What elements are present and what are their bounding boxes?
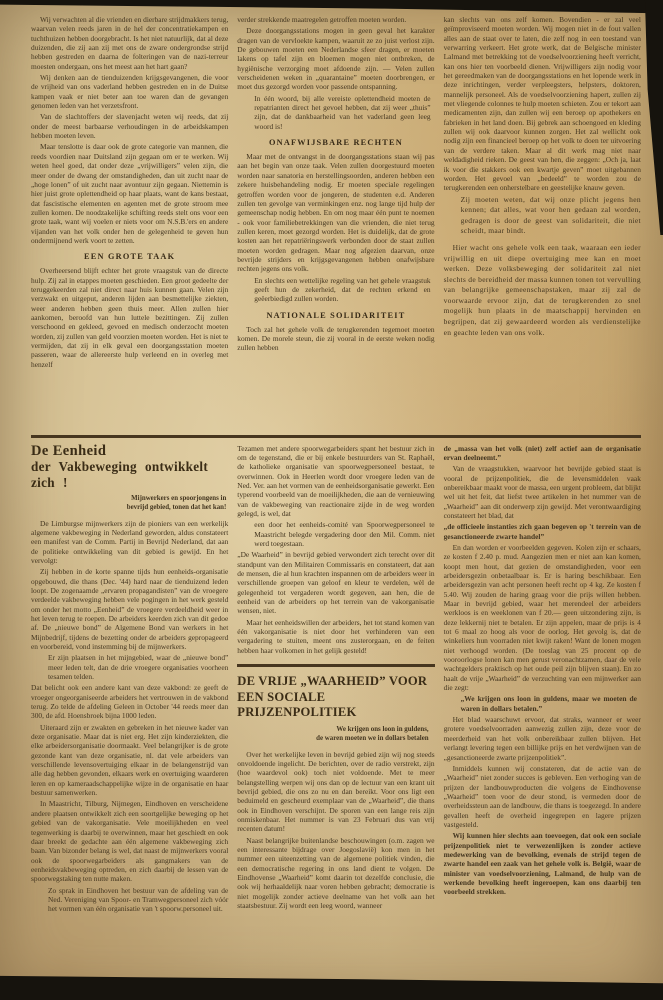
article3-divider	[237, 664, 434, 667]
article3-subtitle-line2: de waren moeten we in dollars betalen	[316, 734, 429, 742]
paragraph: Maar met de ontvangst in de doorgangsstations staan wij pas aan het begin van onze taak. Velen zullen doorgestuurd moeten worden naar sanatoria en herstellingsoorden, anderen hebben een zekere huisbehandeling nodig. Er moeten speciale regelingen getroffen worden voor de jongeren, de studenten e.d. Anderen zullen ten gevolge van verminkingen enz. nog lange tijd hulp der gemeenschap nodig hebben. En om nog maar één punt te noemen - ook voor familiebetrekkingen van die vrienden, die niet terug zullen keren, moet gezorgd worden. Het is duidelijk, dat de grote kosten aan het repatriëringswerk verbonden door de staat zullen moeten worden gedragen. Maar nog afgezien daarvan, onze bevrijde strijders en krijgsgevangenen hebben onafwijsbare rechten jegens ons volk.	[237, 152, 435, 274]
bold-quote: „We krijgen ons loon in guldens, maar we moeten de waren in dollars betalen.”	[460, 694, 637, 713]
bottom-articles	[31, 444, 641, 990]
article3-column-3	[444, 444, 641, 990]
paragraph: „De Waarheid” in bevrijd gebied verwondert zich terecht over dit standpunt van den Militairen Commissaris en constateert, dat aan de mensen, die al hun krachten inspannen om de arbeiders weer in verschillende groepen van geloof en kleur te verdelen, wèl de gelegenheid tot vergaderen wordt gegeven, aan hen, die de eenheid van de arbeiders op het terrein van de vakorganisatie wensen, niet.	[237, 550, 435, 616]
emphasized-paragraph: Er zijn plaatsen in het mijngebied, waar de „nieuwe bond” meer leden telt, dan de drie vroegere organisaties voorheen tesamen telden.	[48, 653, 229, 681]
paragraph: In Maastricht, Tilburg, Nijmegen, Eindhoven en verscheidene andere plaatsen ontwikkelt zich een soortgelijke beweging op het gebied van de vakorganisatie. Vele moeilijkheden en veel tegenwerking is daarbij te overwinnen, maar het geschiedt en ook daar breekt de gedachte aan één algemene vakbeweging zich baan. Van bizonder belang is wel, dat naast de mijnwerkers vooral ook de spoorwegarbeiders als gangmakers van de eenheidsvakbeweging optreden, en zich daarbij de lessen van de spoorwegstaking ten nutte maken.	[31, 799, 229, 884]
emphasized-paragraph: Zo sprak in Eindhoven het bestuur van de afdeling van de Ned. Vereniging van Spoor- en Tramwegpersoneel zich vóór het vormen van één organisatie van 't spoorw.personeel uit.	[48, 885, 229, 914]
page-content	[31, 15, 641, 990]
emphasized-paragraph: een door het eenheids-comité van Spoorwegpersoneel te Maastricht belegde vergadering door den Mil. Comm. niet werd toegestaan.	[254, 520, 435, 548]
paragraph: verder strekkende maatregelen getroffen moeten worden.	[237, 15, 407, 24]
emphasized-paragraph: Hier wacht ons gehele volk een taak, waaraan een ieder vrijwillig en uit diepe overtuiging mee kan en moet werken. Deze volksbeweging der solidariteit zal niet slechts de bereidheid der massa kunnen tonen tot vervulling van belangrijke gemeenschapstaken, maar zij zal de voorwaarde ervoor zijn, dat de terugkerenden zo snel mogelijk hun plaats in de maatschappij hervinden en begrijpen, dat zij gewaardeerd worden als verdienstelijke en geachte leden van ons volk.	[443, 242, 641, 337]
paragraph: Deze doorgangsstations mogen in geen geval het karakter dragen van de vervloekte kampen, waaruit ze zo juist verlost zijn. De gebouwen moeten een Nederlandse sfeer dragen, er moeten lakens op tafel zijn en bloemen mogen niet ontbreken, de hygiënische verzorging moet afdoende zijn. — Velen zullen verscheidenen weken in „quarantaine” moeten doorbrengen, er moet dus gezorgd worden voor passende ontspanning.	[237, 26, 435, 92]
emphasized-paragraph: In één woord, bij alle vereiste oplettendheid moeten de repatrianten direct het gevoel hebben, dat zij weer „thuis” zijn, dat de dankbaarheid van het vaderland geen leeg woord is!	[254, 93, 431, 131]
article3-subtitle	[237, 725, 428, 743]
bold-paragraph: Wij kunnen hier slechts aan toevoegen, dat ook een sociale prijzenpolitiek niet te verwezenlijken is zonder actieve medewerking van de bevolking, evenals de strijd tegen de zwarte handel een zaak van het gehele volk is. België, waar de minister van voedselvoorziening, Lalmand, de hulp van de werkende bevolking heeft ingeroepen, kan ons daarbij ten voorbeeld strekken.	[443, 831, 641, 897]
paragraph: Dat belicht ook een andere kant van deze vakbond: ze geeft de vroeger ongeorganiseerde arbeiders het vertrouwen in de vakbond terug. Zo telde de afdeling Geleen in October '44 reeds meer dan 300, de afd. Hoensbroek bijna 1000 leden.	[31, 683, 229, 721]
paragraph: Het blad waarschuwt ervoor, dat straks, wanneer er weer grotere voedselvoorraden aanwezig zullen zijn, deze voor de meerderheid van het volk onbereikbaar zullen blijven. Het verlangt levering tegen een billijke prijs en het verdwijnen van de „gesanctioneerde zwarte prijzenpolitiek”.	[443, 715, 641, 762]
section-heading-nationale-solidariteit: NATIONALE SOLIDARITEIT	[266, 310, 406, 320]
section-heading-onafwijsbare-rechten: ONAFWIJSBARE RECHTEN	[268, 138, 403, 148]
emphasized-paragraph: En slechts een wettelijke regeling van het gehele vraagstuk geeft hun de zekerheid, dat de rechten erkend en geëerbiedigd zullen worden.	[254, 275, 431, 304]
article2-title-line2: der Vakbeweging ontwikkelt zich !	[31, 458, 209, 490]
paragraph: En dan worden er voorbeelden gegeven. Kolen zijn er schaars, ze kosten f 2.40 p. mud. Aangezien men er niet aan kan komen, koopt men hout, dat gezien de omstandigheden, voor een arbeidersgezin onbetaalbaar is. Er is haring beschikbaar. Een arbeidersgezin van acht personen heeft recht op 4 kg. Ze kosten f 5.40. Wij zouden de haring graag voor die prijs willen hebben. Maar in bevrijd gebied, waar het merendeel der arbeiders werkloos is en weeklonen van f 20.— geen uitzondering zijn, is deze lekkernij niet te betalen. Er zijn appelen, maar de prijs is 4 tot 6 maal zo hoog als voor de oorlog. Het gevolg is, dat de winkeliers hun voorraden niet kwijt raken! Want de lonen mogen niet verhoogd worden. (De toeslag van 25 procent op de vooroorlogse lonen kan men gerust veronachtzamen, daar de vele wachtgelders praktisch op het oude peil zijn blijven staan). En zo haalt de vrije „Waarheid” de verzuchting van een mijnwerker aan die zegt:	[443, 542, 641, 693]
article-repatriation	[31, 15, 641, 429]
emphasized-paragraph: Zij moeten weten, dat wij onze plicht jegens hen kennen; dat alles, wat voor hen gedaan zal worden, gedragen is door de geest van solidariteit, die niet scheidt, maar bindt.	[460, 194, 641, 236]
article1-column-1	[31, 15, 228, 429]
paragraph: Van de slachtoffers der slavenjacht weten wij reeds, dat zij onder de meest barbaarse verhoudingen in de arbeidskampen hebben moeten leven.	[31, 112, 229, 141]
bold-quote: de „massa van het volk (niet) zelf actief aan de organisatie ervan deelneemt.”	[443, 443, 641, 462]
paragraph: Maar tenslotte is daar ook de grote categorie van mannen, die reeds voordien naar Duitsland zijn gegaan om er te werken. Wij weten heel goed, dat onder deze „vrijwilligers” velen zijn, die meer onder de dwang der omstandigheden, dan uit zucht naar de „hoge lonen” of uit zucht naar avontuur zijn gegaan. Niettemin is hier juist grote oplettendheid op haar plaats, want de kans bestaat, dat fascistische elementen en agenten met de grote stroom mee zullen komen. De noodzakelijke schifting reeds stelt ons voor een grote taak, want wij voelen er niets voor om N.S.B.'ers en andere vijanden van het volk onder hen de gelegenheid te geven hun ondermijnend werk voort te zetten.	[31, 142, 229, 245]
bold-quote: „de officieele instanties zich gaan begeven op 't terrein van de gesanctioneerde zwarte handel”	[443, 522, 641, 541]
article3-subtitle-line1: We krijgen ons loon in guldens,	[336, 725, 429, 733]
paragraph: Over het werkelijke leven in bevrijd gebied zijn wij nog steeds onvoldoende ingelicht. De berichten, over de radio verstrekt, zijn (hoe waardevol ook) toch niet voldoende. Met te meer belangstelling werpen wij ons dan op de lectuur van een krant uit bevrijd gebied, die ons zo nu en dan bereikt. Voor ons ligt een beduimeld en gescheurd exemplaar van de „Waarheid”, die thans ook in Eindhoven verschijnt. De sporen van een lange reis zijn onmiskenbaar. Het nummer is van 23 Februari dus van vrij recenten datum!	[237, 749, 435, 834]
paragraph: kan slechts van ons zelf komen. Bovendien - er zal veel geïmproviseerd moeten worden. Wij mogen niet in de fout vallen alles aan de staat over te laten, die zelf nog in een toestand van verwarring verkeert. Het grote werk, dat de Belgische minister Lalmand met betrekking tot de voedselvoorziening heeft verricht, kan ons hier ten voorbeeld dienen. Vrijwilligers zijn nodig voor het gereedmaken van de doorgangsstations en het lopende werk in deze inrichtingen, verder verpleegsters, helpsters, doktoren, mannelijk personeel. Als de voedselvoorziening hapert, zullen zij met vliegende colonnes te hulp moeten schieten. Zou er tekort aan medicamenten zijn, dan zullen wij een beroep op apothekers en fabrieken in het land doen. Bij gebrek aan schoengoed en kleding zullen wij ook daarvoor kunnen zorgen. Het zal wellicht ook nodig zijn een financieel beroep op het volk te doen ter uitvoering van de verdere taken. Maar al dit werk mag niet naar weldadigheid rieken. De geest van hen, die zeggen: „Och ja, laat ik voor die stakkers ook een kwartje geven” moet uitgebannen worden. Het gevoel van „bedeeld” te worden zou de terugkerenden een onherstelbare en geestelijke knauw geven.	[443, 15, 641, 193]
article1-column-2	[237, 15, 434, 429]
paragraph: De Limburgse mijnwerkers zijn de pioniers van een werkelijk algemene vakbeweging in Nederland geworden, aldus constateert een manifest van de Comm. Partij in Bevrijd Nederland, dat aan de politieke ontwikkeling van dit gebied is gewijd. En het vervolgt:	[31, 518, 229, 565]
article2-subtitle-line2: bevrijd gebied, tonen dat het kan!	[126, 503, 227, 511]
paragraph: Tezamen met andere spoorwegarbeiders spant het bestuur zich in om de tegenstand, die er bij enkele bestuurders van St. Raphaël, de katholieke organisatie van spoorwegpersoneel bestaat, te overwinnen. Ook in Heerlen wordt door vroegere leden van de Ned. Ver. aan het vormen van de eenheidsorganisatie gewerkt. Een typerend voorbeeld van de moeilijkheden, die aan de vernieuwing van de vakbeweging van reactionaire zijde in de weg worden gelegd, is wel, dat	[237, 443, 435, 518]
paragraph: Zij hebben in de korte spanne tijds hun eenheids-organisatie opgebouwd, die thans (Dec. '44) hard naar de tienduizend leden loopt. De zogenaamde „ervaren propagandisten” van de vroegere verdeelde vakbeweging hebben vele pogingen in het werk gesteld om onder het motto „Eenheid” de vroegere verdeeldheid weer in het leven terug te roepen. De arbeiders keerden zich van dit gedoe af. De „nieuwe bond” de Algemene Bond van werkers in het Mijnbedrijf, tijdens de bezetting onder de arbeiders gepropageerd en voorbereid, vond instemming bij de mijnwerkers.	[31, 567, 229, 651]
article2-subtitle	[31, 494, 226, 512]
paragraph: Inmiddels kunnen wij constateren, dat de actie van de „Waarheid” niet zonder succes is gebleven. Een verhoging van de prijzen der landbouwproducten die volgens de Eindhovense „Waarheid” toen voor de deur stond, is vermeden door de overheidssteun aan de landbouw, die thans is toegezegd. In andere gevallen heeft de overheid ingegrepen en lagere prijzen vastgesteld.	[443, 763, 641, 829]
article2-subtitle-line1: Mijnwerkers en spoorjongens in	[131, 494, 227, 502]
paragraph: Toch zal het gehele volk de terugkerenden tegemoet moeten komen. De morele steun, die zij vooral in de eerste weken nodig zullen hebben	[237, 324, 435, 353]
paragraph: Wij denken aan de tienduizenden krijgsgevangenen, die voor de vrijheid van ons vaderland hebben gestreden en in de Duitse kampen vaak er niet beter aan toe waren dan de gevangen genomen leden van het verzetsfront.	[31, 73, 229, 111]
paragraph: Uiteraard zijn er zwakten en gebreken in het nieuwe kader van deze organisatie. Maar dat is niet erg. Het zijn kinderziekten, die elke arbeidersorganisatie doormaakt. Veel belangrijker is de grote gezonde kant van deze organisatie, nl. dat vele arbeiders van verschillende levensovertuiging elkaar in de belangenstrijd van alle dag hebben gevonden, elkaars werk en overtuiging waarderen leren en op kameraadschappelijke wijze in de organisatie en haar bestuur samenwerken.	[31, 722, 229, 798]
paragraph: Maar het eenheidswillen der arbeiders, het tot stand komen van één vakorganisatie is niet door het verhinderen van een vergadering te stuiten, meent ons zusterorgaan, en de feiten hebben haar volkomen in het gelijk gesteld!	[237, 617, 435, 655]
article2-title-line1: De Eenheid	[31, 443, 107, 459]
article3-title-line2: EEN SOCIALE PRIJZENPOLITIEK	[237, 689, 357, 720]
article2-column-2	[237, 444, 434, 990]
article1-column-3	[444, 15, 641, 429]
paragraph: Overheersend blijft echter het grote vraagstuk van de directe hulp. Zij zal in etappes moeten geschieden. Een groot gedeelte der teruggekeerden zal niet direct naar huis kunnen gaan. Velen zijn verzwakt en uitgeput, anderen lijden aan besmettelijke ziekten, weer anderen hebben geen thuis meer. Allen zullen hier aankomen, beroofd van hun luttele bezittingen. Zij zullen verschoond en gekleed, gevoed en medisch onderzocht moeten worden, zij zullen van geld voorzien moeten worden. Het is niet te vermijden, dat zij in elk geval een doorgangsstation moeten passeren, waar de allereerste hulp verleend en in overleg met henzelf	[31, 266, 229, 369]
paragraph: Naast belangrijke buitenlandse beschouwingen (o.m. zagen we een interessante bijdrage over Joegoslavië) kon men in het nummer een uiteenzetting van de algemene politiek vinden, die een democratische regering in ons land dient te volgen. De Eindhovense „Waarheid” komt daarin tot dezelfde conclusie, die ook wij herhaaldelijk naar voren hebben gebracht; democratie is niet mogelijk zonder actieve deelname van het volk aan het staatsbestuur. Zij wordt een leeg woord, wanneer	[237, 835, 435, 911]
paragraph: Wij verwachten al die vrienden en dierbare strijdmakkers terug, waarvan velen reeds jaren in de hel der concentratiekampen en tuchthuizen hebben doorgebracht. Is het niet natuurlijk, dat al deze duizenden, die zij aan zij met ons de zware ondergrondse strijd hebben gestreden en daarna de folteringen van de nazi-terreur moesten ondergaan, ons het meest aan het hart gaan?	[31, 15, 229, 71]
section-divider	[31, 435, 641, 438]
paragraph: Van de vraagstukken, waarvoor het bevrijde gebied staat is vooral de prijzenpolitiek, die de levensmiddelen vaak onbereikbaar maakt voor de massa, een urgent probleem, dat blijkt wel uit het feit, dat liefst twee artikelen in het nummer van de „Waarheid” aan dit onderwerp zijn gewijd. Met verontwaardiging constateert het blad, dat	[443, 464, 641, 520]
article3-title-line1: DE VRIJE „WAARHEID” VOOR	[237, 674, 428, 689]
section-heading-een-grote-taak: EEN GROTE TAAK	[84, 252, 176, 262]
article2-column-1	[31, 444, 228, 990]
article3-title	[237, 674, 434, 721]
